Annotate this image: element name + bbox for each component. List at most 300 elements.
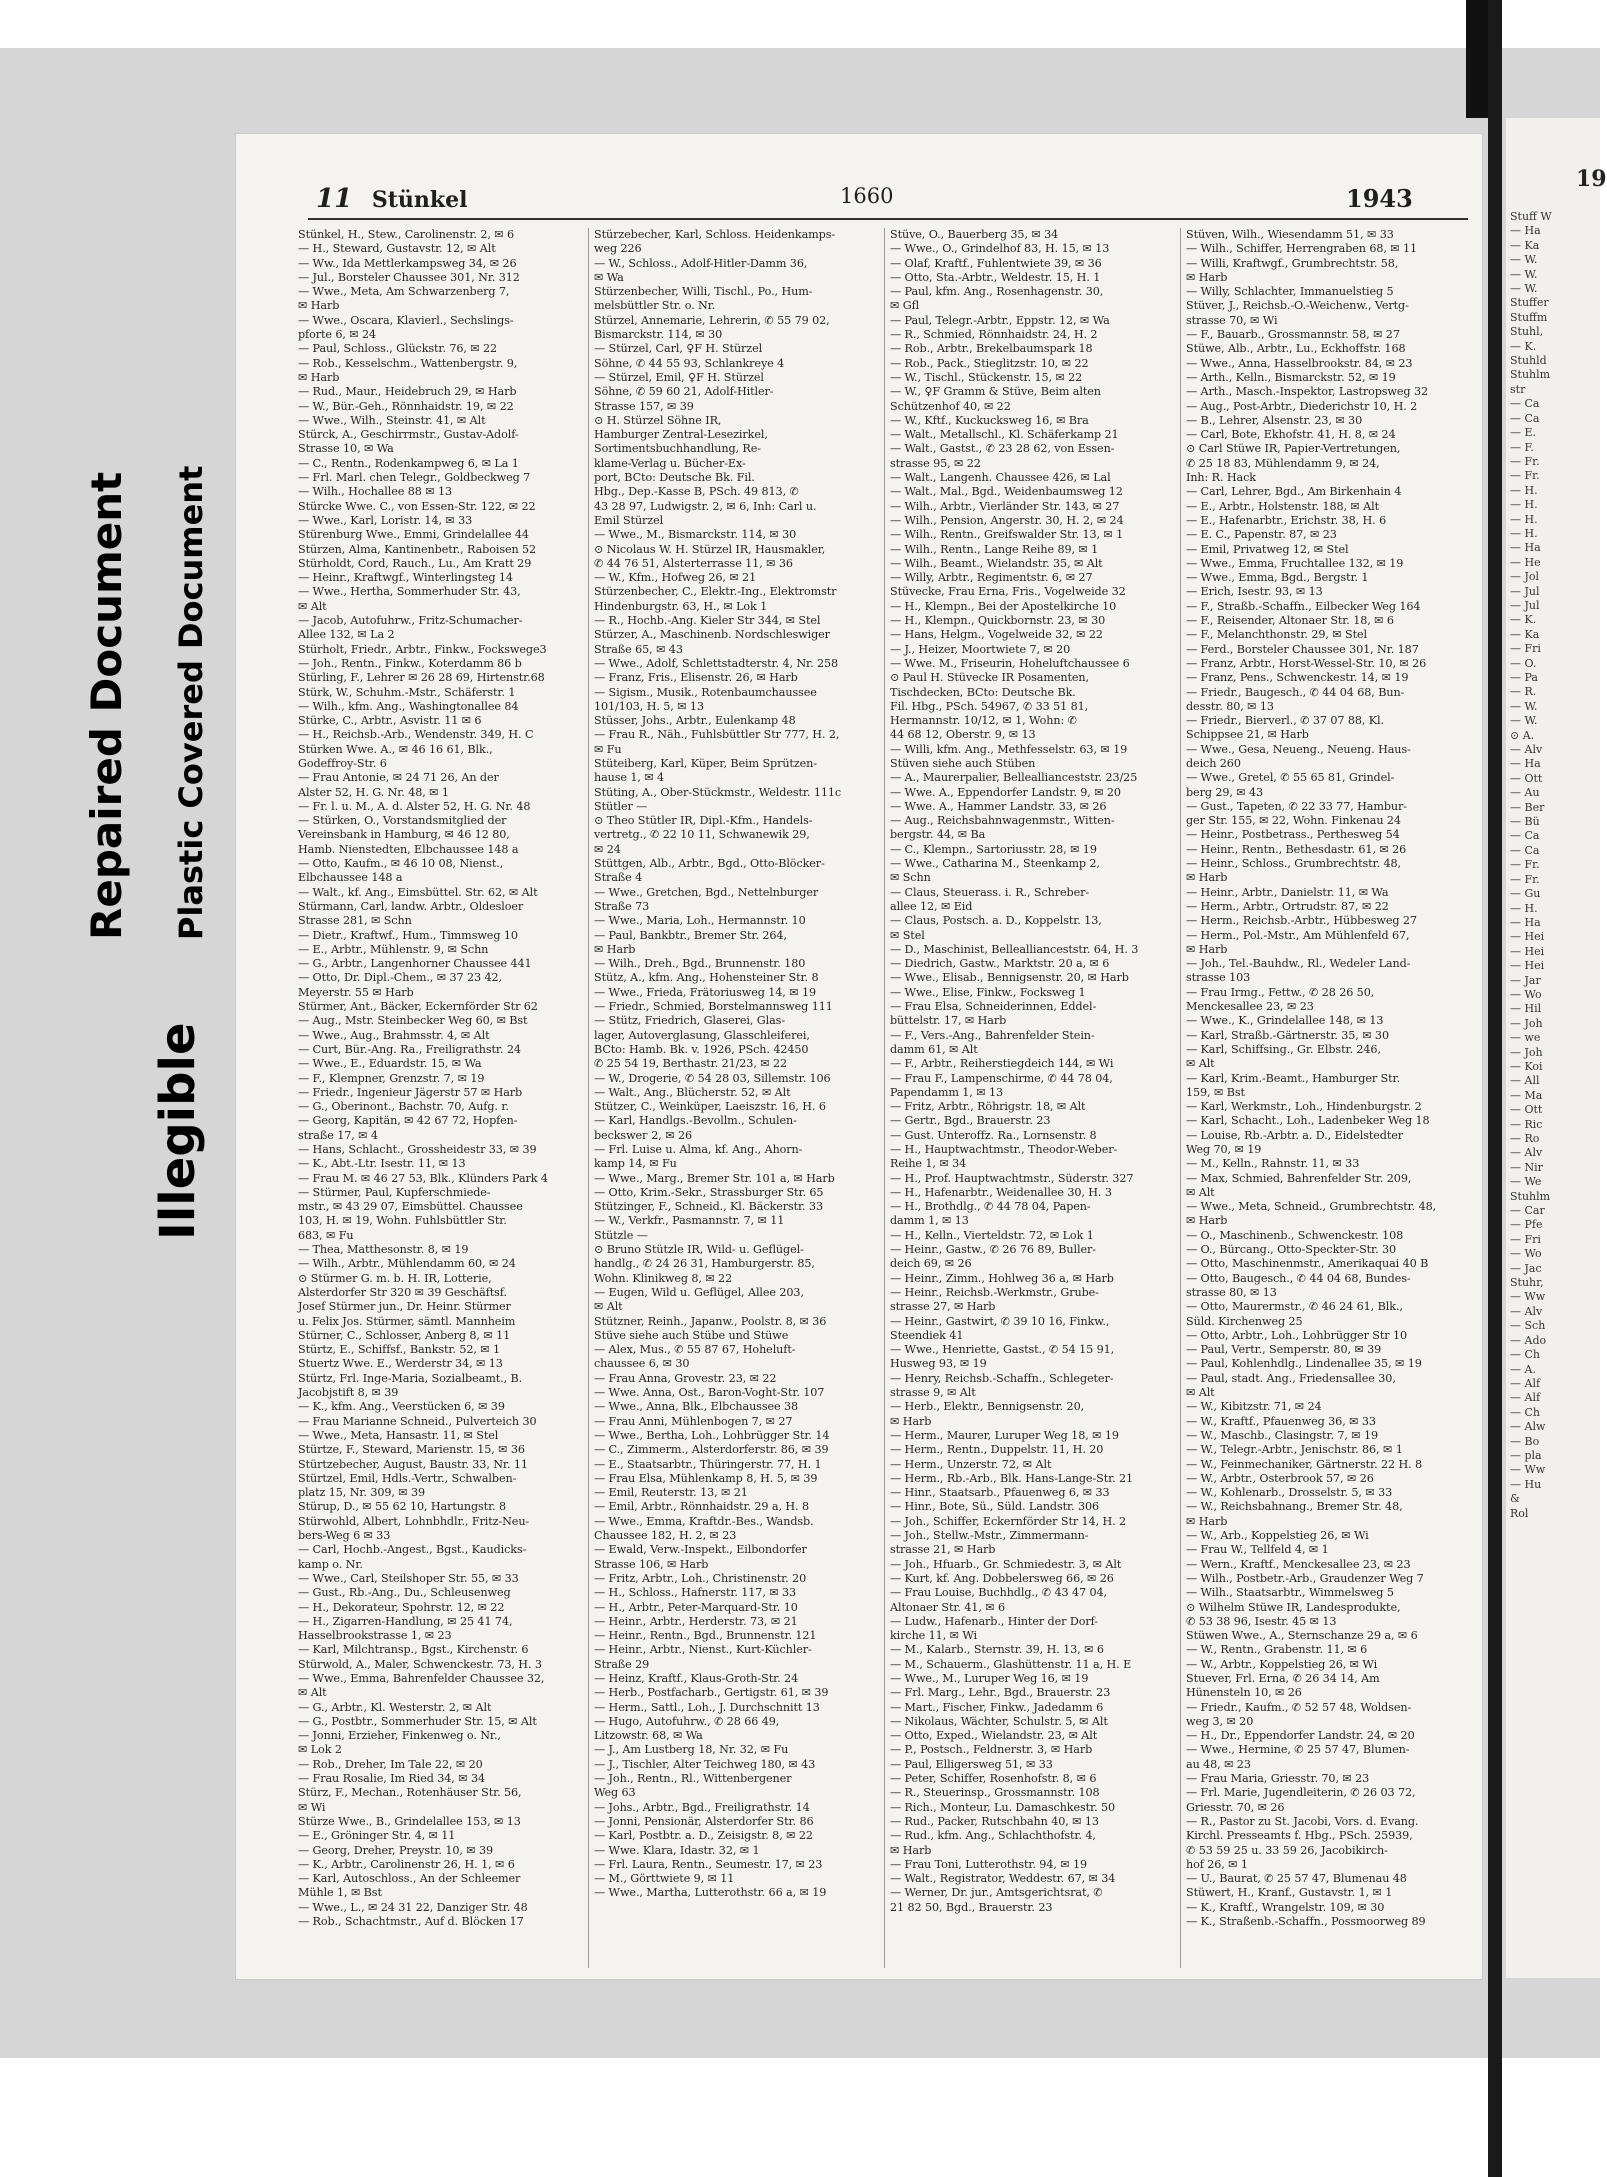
directory-entry: ✉ Harb [1186, 871, 1228, 885]
directory-entry: — W., Drogerie, ✆ 54 28 03, Sillemstr. 106 [594, 1071, 831, 1085]
directory-entry: — Heinr., Arbtr., Nienst., Kurt-Küchler- [594, 1643, 812, 1657]
directory-entry: — Herm., Unzerstr. 72, ✉ Alt [890, 1457, 1052, 1471]
next-page-entry: — He [1510, 555, 1541, 569]
directory-entry: Reihe 1, ✉ 34 [890, 1157, 967, 1171]
directory-entry: — Otto, Dr. Dipl.-Chem., ✉ 37 23 42, [298, 971, 502, 985]
directory-entry: — R., Hochb.-Ang. Kieler Str 344, ✉ Stel [594, 614, 821, 628]
directory-entry: desstr. 80, ✉ 13 [1186, 699, 1274, 713]
directory-entry: ✆ 44 76 51, Alsterterrasse 11, ✉ 36 [594, 556, 793, 570]
next-page-entry: — Jol [1510, 570, 1540, 584]
directory-entry: — M., Kalarb., Sternstr. 39, H. 13, ✉ 6 [890, 1643, 1104, 1657]
directory-entry: — Paul, stadt. Ang., Friedensallee 30, [1186, 1371, 1396, 1385]
directory-entry: — W., Rentn., Grabenstr. 11, ✉ 6 [1186, 1643, 1368, 1657]
next-page-entry: — A. [1510, 1362, 1536, 1376]
directory-entry: — Otto, Baugesch., ✆ 44 04 68, Bundes- [1186, 1271, 1411, 1285]
next-page-entry: — pla [1510, 1448, 1542, 1462]
next-page-entry: str [1510, 382, 1526, 396]
directory-entry: — C., Klempn., Sartoriusstr. 28, ✉ 19 [890, 842, 1097, 856]
directory-entry: — Frau M. ✉ 46 27 53, Blk., Klünders Park 4 [298, 1171, 548, 1185]
directory-entry: Stuever, Frl. Erna, ✆ 26 34 14, Am [1186, 1671, 1380, 1685]
directory-entry: — Stürken, O., Vorstandsmitglied der [298, 814, 507, 828]
directory-entry: — Franz, Fris., Elisenstr. 26, ✉ Harb [594, 671, 798, 685]
directory-entry: — Wwe., O., Grindelhof 83, H. 15, ✉ 13 [890, 242, 1110, 256]
next-page-entry: — Ott [1510, 1103, 1543, 1117]
directory-entry: Husweg 93, ✉ 19 [890, 1357, 987, 1371]
next-page-entry: Stuffer [1510, 296, 1549, 310]
directory-entry: — Franz, Pens., Schwenckestr. 14, ✉ 19 [1186, 671, 1409, 685]
directory-entry: ⊙ Bruno Stützle IR, Wild- u. Geflügel- [594, 1243, 804, 1257]
next-page-entry: — We [1510, 1175, 1542, 1189]
directory-entry: — Max, Schmied, Bahrenfelder Str. 209, [1186, 1171, 1412, 1185]
directory-entry: Weg 63 [594, 1786, 636, 1800]
directory-entry: — Frau Elsa, Schneiderinnen, Eddel- [890, 1000, 1097, 1014]
directory-entry: 21 82 50, Bgd., Brauerstr. 23 [890, 1900, 1053, 1914]
directory-entry: Emil Stürzel [594, 513, 664, 527]
directory-entry: — Georg, Dreher, Preystr. 10, ✉ 39 [298, 1843, 494, 1857]
directory-entry: — Wwe. A., Eppendorfer Landstr. 9, ✉ 20 [890, 785, 1121, 799]
directory-entry: — Henry, Reichsb.-Schaffn., Schlegeter- [890, 1371, 1114, 1385]
directory-entry: — Otto, Krim.-Sekr., Strassburger Str. 65 [594, 1185, 824, 1199]
directory-entry: — Gertr., Bgd., Brauerstr. 23 [890, 1114, 1051, 1128]
directory-entry: Meyerstr. 55 ✉ Harb [298, 985, 414, 999]
column-3 [888, 228, 1181, 1968]
directory-entry: — Walt., Gastst., ✆ 23 28 62, von Essen- [890, 442, 1115, 456]
directory-entry: Stütler — [594, 799, 648, 813]
next-page-entry: — Ott [1510, 771, 1543, 785]
directory-entry: — Paul, Schloss., Glückstr. 76, ✉ 22 [298, 342, 498, 356]
next-page-entry: — Fr. [1510, 454, 1540, 468]
directory-entry: — H., Prof. Hauptwachtmstr., Süderstr. 327 [890, 1171, 1134, 1185]
directory-entry: — Wwe., Gesa, Neueng., Neueng. Haus- [1186, 742, 1411, 756]
directory-entry: — O., Bürcang., Otto-Speckter-Str. 30 [1186, 1243, 1397, 1257]
directory-entry: — Wwe., Meta, Hansastr. 11, ✉ Stel [298, 1428, 499, 1442]
directory-entry: — Wilh., Rentn., Lange Reihe 89, ✉ 1 [890, 542, 1099, 556]
directory-entry: — Paul, Kohlenhdlg., Lindenallee 35, ✉ 19 [1186, 1357, 1422, 1371]
directory-entry: — Heinr., Arbtr., Danielstr. 11, ✉ Wa [1186, 885, 1389, 899]
directory-entry: — Wwe., K., Grindelallee 148, ✉ 13 [1186, 1014, 1384, 1028]
directory-entry: Stuertz Wwe. E., Werderstr 34, ✉ 13 [298, 1357, 503, 1371]
directory-entry: — Karl, Handlgs.-Bevollm., Schulen- [594, 1114, 797, 1128]
directory-entry: — W., Tischl., Stückenstr. 15, ✉ 22 [890, 370, 1083, 384]
directory-entry: Sortimentsbuchhandlung, Re- [594, 442, 761, 456]
directory-entry: Stürke, C., Arbtr., Asvistr. 11 ✉ 6 [298, 714, 482, 728]
directory-entry: — W., Kraftf., Pfauenweg 36, ✉ 33 [1186, 1414, 1376, 1428]
directory-entry: ✉ Harb [890, 1843, 932, 1857]
next-page-entry: — W. [1510, 282, 1538, 296]
directory-entry: Elbchaussee 148 a [298, 871, 403, 885]
directory-entry: — Frau Rosalie, Im Ried 34, ✉ 34 [298, 1772, 485, 1786]
directory-entry: — J., Am Lustberg 18, Nr. 32, ✉ Fu [594, 1743, 789, 1757]
directory-entry: — Wwe., E., Eduardstr. 15, ✉ Wa [298, 1057, 482, 1071]
directory-entry: Hamb. Nienstedten, Elbchaussee 148 a [298, 842, 519, 856]
directory-entry: — Sigism., Musik., Rotenbaumchaussee [594, 685, 817, 699]
directory-entry: — Joh., Tel.-Bauhdw., Rl., Wedeler Land- [1186, 957, 1411, 971]
directory-entry: — W., Schloss., Adolf-Hitler-Damm 36, [594, 256, 808, 270]
directory-entry: — Herb., Elektr., Bennigsenstr. 20, [890, 1400, 1085, 1414]
directory-entry: ✉ Stel [890, 928, 925, 942]
directory-entry: Straße 65, ✉ 43 [594, 642, 683, 656]
directory-entry: Stürner, C., Schlosser, Anberg 8, ✉ 11 [298, 1328, 511, 1342]
directory-entry: — Otto, Sta.-Arbtr., Weldestr. 15, H. 1 [890, 270, 1101, 284]
directory-entry: — Erich, Isestr. 93, ✉ 13 [1186, 585, 1323, 599]
directory-entry: — Herb., Postfacharb., Gertigstr. 61, ✉ 39 [594, 1686, 829, 1700]
directory-entry: Stürmer, Ant., Bäcker, Eckernförder Str 62 [298, 1000, 538, 1014]
directory-entry: ✉ Alt [298, 1686, 327, 1700]
directory-entry: — Wwe., Emma, Bgd., Bergstr. 1 [1186, 571, 1369, 585]
next-page-entry: — Ca [1510, 829, 1540, 843]
directory-entry: Stürwold, A., Maler, Schwenckestr. 73, H. 3 [298, 1657, 542, 1671]
directory-entry: Stürk, W., Schuhm.-Mstr., Schäferstr. 1 [298, 685, 516, 699]
directory-entry: — K., Abt.-Ltr. Isestr. 11, ✉ 13 [298, 1157, 466, 1171]
directory-entry: — Heinr., Gastw., ✆ 26 76 89, Buller- [890, 1243, 1096, 1257]
header-name: Stünkel [371, 187, 468, 213]
directory-entry: — Wwe., Emma, Bahrenfelder Chaussee 32, [298, 1671, 545, 1685]
directory-entry: bers-Weg 6 ✉ 33 [298, 1529, 391, 1543]
directory-entry: — F., Arbtr., Reiherstiegdeich 144, ✉ Wi [890, 1057, 1114, 1071]
directory-entry: — Wwe., Elisab., Bennigsenstr. 20, ✉ Harb [890, 971, 1129, 985]
next-page-entry: — Ww [1510, 1290, 1546, 1304]
directory-entry: — Walt., Registrator, Weddestr. 67, ✉ 34 [890, 1872, 1116, 1886]
directory-entry: Strasse 157, ✉ 39 [594, 399, 694, 413]
directory-entry: strasse 9, ✉ Alt [890, 1386, 976, 1400]
directory-entry: — Joh., Schiffer, Eckernförder Str 14, H. 2 [890, 1514, 1127, 1528]
directory-entry: — Carl, Hochb.-Angest., Bgst., Kaudicks- [298, 1543, 527, 1557]
directory-entry: — Karl, Postbtr. a. D., Zeisigstr. 8, ✉ 22 [594, 1829, 813, 1843]
directory-entry: — Frau Irmg., Fettw., ✆ 28 26 50, [1186, 985, 1375, 999]
directory-entry: 101/103, H. 5, ✉ 13 [594, 699, 704, 713]
directory-entry: — Hugo, Autofuhrw., ✆ 28 66 49, [594, 1714, 780, 1728]
directory-entry: Stüven, Wilh., Wiesendamm 51, ✉ 33 [1186, 228, 1394, 241]
next-page-entry: — Fr. [1510, 469, 1540, 483]
next-page-entry: — Jac [1510, 1261, 1542, 1275]
directory-entry: — Ludw., Hafenarb., Hinter der Dorf- [890, 1614, 1098, 1628]
next-page-entry: — Alf [1510, 1391, 1541, 1405]
directory-entry: — Hinr., Staatsarb., Pfauenweg 6, ✉ 33 [890, 1486, 1110, 1500]
directory-entry: ✉ Alt [298, 599, 327, 613]
next-page-entry: — Hu [1510, 1477, 1542, 1491]
directory-entry: — Heinr., Rentn., Bgd., Brunnenstr. 121 [594, 1629, 817, 1643]
directory-entry: ⊙ Paul H. Stüvecke IR Posamenten, [890, 671, 1089, 685]
next-page-entry: — W. [1510, 699, 1538, 713]
directory-entry: ✉ Wi [298, 1800, 326, 1814]
directory-entry: — Wilh., Rentn., Greifswalder Str. 13, ✉ 1 [890, 528, 1124, 542]
directory-entry: Süld. Kirchenweg 25 [1186, 1314, 1303, 1328]
directory-entry: pforte 6, ✉ 24 [298, 328, 377, 342]
directory-entry: — Willi, Kraftwgf., Grumbrechtstr. 58, [1186, 256, 1399, 270]
directory-entry: — Rud., kfm. Ang., Schlachthofstr. 4, [890, 1829, 1096, 1843]
directory-entry: Hermannstr. 10/12, ✉ 1, Wohn: ✆ [890, 714, 1077, 728]
directory-entry: ✉ Harb [298, 370, 340, 384]
directory-entry: — Curt, Bür.-Ang. Ra., Freiligrathstr. 24 [298, 1042, 521, 1056]
directory-entry: — Otto, Kaufm., ✉ 46 10 08, Nienst., [298, 857, 504, 871]
directory-entry: — Emil, Reuterstr. 13, ✉ 21 [594, 1486, 748, 1500]
directory-entry: Stüsser, Johs., Arbtr., Eulenkamp 48 [594, 714, 796, 728]
directory-entry: ✉ Harb [1186, 1514, 1228, 1528]
directory-entry: — Wwe., Meta, Schneid., Grumbrechtstr. 48, [1186, 1200, 1437, 1214]
next-page-entry: — Bü [1510, 815, 1540, 829]
directory-entry: — Wwe., Karl, Loristr. 14, ✉ 33 [298, 513, 473, 527]
header-rule [308, 218, 1468, 220]
directory-entry: kamp o. Nr. [298, 1557, 363, 1571]
directory-entry: platz 15, Nr. 309, ✉ 39 [298, 1486, 426, 1500]
next-page-entry: — H. [1510, 526, 1538, 540]
directory-entry: — Wwe. M., Friseurin, Hoheluftchaussee 6 [890, 656, 1130, 670]
directory-entry: — P., Postsch., Feldnerstr. 3, ✉ Harb [890, 1743, 1093, 1757]
directory-entry: — U., Baurat, ✆ 25 57 47, Blumenau 48 [1186, 1872, 1407, 1886]
directory-entry: — F., Straßb.-Schaffn., Eilbecker Weg 164 [1186, 599, 1421, 613]
directory-entry: — Jacob, Autofuhrw., Fritz-Schumacher- [298, 614, 523, 628]
directory-entry: — Wwe., Martha, Lutterothstr. 66 a, ✉ 19 [594, 1886, 827, 1900]
directory-entry: — Rob., Schachtmstr., Auf d. Blöcken 17 [298, 1915, 524, 1929]
directory-entry: — Frau R., Näh., Fuhlsbüttler Str 777, H. 2, [594, 728, 840, 742]
directory-entry: — Aug., Post-Arbtr., Diederichstr 10, H. 2 [1186, 399, 1418, 413]
directory-entry: Stürtz, Frl. Inge-Maria, Sozialbeamt., B. [298, 1371, 523, 1385]
directory-entry: — Eugen, Wild u. Geflügel, Allee 203, [594, 1285, 804, 1299]
directory-entry: Stürken Wwe. A., ✉ 46 16 61, Blk., [298, 742, 493, 756]
directory-entry: — F., Melanchthonstr. 29, ✉ Stel [1186, 628, 1367, 642]
directory-entry: — Otto, Maurermstr., ✆ 46 24 61, Blk., [1186, 1300, 1403, 1314]
next-page-entry: — Ro [1510, 1132, 1540, 1145]
directory-entry: — Wwe., M., Luruper Weg 16, ✉ 19 [890, 1671, 1089, 1685]
directory-entry: damm 61, ✉ Alt [890, 1042, 978, 1056]
directory-entry: — Gust. Unteroffz. Ra., Lornsenstr. 8 [890, 1128, 1097, 1142]
directory-entry: — Emil, Privatweg 12, ✉ Stel [1186, 542, 1349, 556]
directory-entry: — Heinr., Kraftwgf., Winterlingsteg 14 [298, 571, 513, 585]
directory-entry: — Friedr., Kaufm., ✆ 52 57 48, Woldsen- [1186, 1700, 1412, 1714]
directory-entry: — Stütz, Friedrich, Glaserei, Glas- [594, 1014, 786, 1028]
next-page-entry: — Au [1510, 786, 1540, 800]
directory-entry: — Wilh., Hochallee 88 ✉ 13 [298, 485, 453, 499]
directory-entry: Stürzer, A., Maschinenb. Nordschleswiger [594, 628, 830, 642]
directory-entry: — E., Arbtr., Mühlenstr. 9, ✉ Schn [298, 942, 489, 956]
directory-entry: — H., Schloss., Hafnerstr. 117, ✉ 33 [594, 1586, 797, 1600]
directory-entry: Vereinsbank in Hamburg, ✉ 46 12 80, [298, 828, 510, 842]
next-page-entry: — W. [1510, 714, 1538, 728]
next-page-entry: — R. [1510, 685, 1537, 699]
directory-entry: — Karl, Werkmstr., Loh., Hindenburgstr. 2 [1186, 1100, 1422, 1114]
directory-entry: büttelstr. 17, ✉ Harb [890, 1014, 1007, 1028]
next-page-entry: — Ww [1510, 1463, 1546, 1477]
next-page-entry: Stuff W [1510, 210, 1552, 223]
directory-entry: Stüve, O., Bauerberg 35, ✉ 34 [890, 228, 1059, 241]
directory-entry: — Frau Anni, Mühlenbogen 7, ✉ 27 [594, 1414, 793, 1428]
directory-entry: — Paul, Bankbtr., Bremer Str. 264, [594, 928, 787, 942]
next-page-entry: — Bo [1510, 1434, 1540, 1448]
directory-entry: — A., Maurerpalier, Belleallianceststr. 23/25 [890, 771, 1138, 785]
next-page-entry: — Ber [1510, 800, 1545, 814]
next-page-entry: — Gu [1510, 887, 1541, 901]
directory-entry: — Frl. Laura, Rentn., Seumestr. 17, ✉ 23 [594, 1857, 823, 1871]
directory-entry: — Wwe., Adolf, Schlettstadterstr. 4, Nr. 258 [594, 656, 839, 670]
directory-entry: — Wwe., Henriette, Gastst., ✆ 54 15 91, [890, 1343, 1115, 1357]
directory-entry: — Wwe., Carl, Steilshoper Str. 55, ✉ 33 [298, 1571, 519, 1585]
next-page-entry: — Car [1510, 1204, 1545, 1218]
directory-entry: — Wwe., Meta, Am Schwarzenberg 7, [298, 285, 510, 299]
next-page-entry: — H. [1510, 901, 1538, 915]
directory-entry: — Ferd., Borsteler Chaussee 301, Nr. 187 [1186, 642, 1419, 656]
directory-entry: 683, ✉ Fu [298, 1228, 354, 1242]
next-page-entry: — Alv [1510, 1146, 1543, 1160]
directory-entry: — Heinr., Postbetrass., Perthesweg 54 [1186, 828, 1400, 842]
directory-entry: Stützner, Reinh., Japanw., Poolstr. 8, ✉ 36 [594, 1314, 827, 1328]
directory-entry: — K., kfm. Ang., Veerstücken 6, ✉ 39 [298, 1400, 505, 1414]
directory-entry: ✉ Alt [594, 1300, 623, 1314]
directory-entry: — Heinr., Arbtr., Herderstr. 73, ✉ 21 [594, 1614, 798, 1628]
directory-entry: — B., Lehrer, Alsenstr. 23, ✉ 30 [1186, 413, 1363, 427]
directory-entry: Inh: R. Hack [1186, 471, 1256, 485]
next-page-entry: — Ric [1510, 1117, 1543, 1131]
directory-entry: damm 1, ✉ 13 [890, 1214, 969, 1228]
directory-entry: — H., Dekorateur, Spohrstr. 12, ✉ 22 [298, 1600, 505, 1614]
directory-entry: handlg., ✆ 24 26 31, Hamburgerstr. 85, [594, 1257, 815, 1271]
directory-entry: — Fritz, Arbtr., Röhrigstr. 18, ✉ Alt [890, 1100, 1086, 1114]
next-page-entry: — Koi [1510, 1059, 1543, 1073]
directory-entry: — H., Klempn., Bei der Apostelkirche 10 [890, 599, 1117, 613]
directory-entry: — Dietr., Kraftwf., Hum., Timmsweg 10 [298, 928, 518, 942]
directory-entry: — F., Reisender, Altonaer Str. 18, ✉ 6 [1186, 614, 1394, 628]
directory-entry: — Heinr., Schloss., Grumbrechtstr. 48, [1186, 857, 1401, 871]
directory-entry: ✉ Wa [594, 270, 624, 284]
directory-entry: Stüvecke, Frau Erna, Fris., Vogelweide 32 [890, 585, 1126, 599]
directory-entry: strasse 70, ✉ Wi [1186, 313, 1278, 327]
next-page-entry: — Pfe [1510, 1218, 1543, 1232]
next-page-entry: — Alv [1510, 1304, 1543, 1318]
directory-entry: — R., Steuerinsp., Grossmannstr. 108 [890, 1786, 1100, 1800]
next-page-entry: — Hei [1510, 959, 1545, 973]
directory-entry: — Franz, Arbtr., Horst-Wessel-Str. 10, ✉ 26 [1186, 656, 1427, 670]
directory-entry: — Joh., Hfuarb., Gr. Schmiedestr. 3, ✉ Alt [890, 1557, 1122, 1571]
next-page-entry: — Ma [1510, 1088, 1543, 1102]
directory-entry: — H., Klempn., Quickbornstr. 23, ✉ 30 [890, 614, 1106, 628]
directory-entry: Stürzebecher, Karl, Schloss. Heidenkamps- [594, 228, 836, 241]
directory-entry: — Frau Maria, Griesstr. 70, ✉ 23 [1186, 1772, 1370, 1786]
directory-entry: Litzowstr. 68, ✉ Wa [594, 1729, 703, 1743]
directory-entry: — Frl. Marl. chen Telegr., Goldbeckweg 7 [298, 471, 531, 485]
directory-entry: bergstr. 44, ✉ Ba [890, 828, 986, 842]
directory-entry: Stützer, C., Weinküper, Laeiszstr. 16, H. 6 [594, 1100, 826, 1114]
directory-entry: — Paul, Telegr.-Arbtr., Eppstr. 12, ✉ Wa [890, 313, 1110, 327]
directory-entry: ⊙ Theo Stütler IR, Dipl.-Kfm., Handels- [594, 814, 813, 828]
next-page-entry: — Ka [1510, 238, 1540, 252]
directory-entry: 43 28 97, Ludwigstr. 2, ✉ 6, Inh: Carl u. [594, 499, 817, 513]
next-page-header: 19 [1576, 166, 1607, 192]
directory-entry: Straße 29 [594, 1657, 650, 1671]
directory-entry: — Herm., Pol.-Mstr., Am Mühlenfeld 67, [1186, 928, 1410, 942]
next-page-entry: — Fr. [1510, 858, 1540, 872]
directory-entry: Stünkel, H., Stew., Carolinenstr. 2, ✉ 6 [298, 228, 515, 241]
directory-entry: Alsterdorfer Str 320 ✉ 39 Geschäftsf. [298, 1285, 507, 1299]
directory-entry: — F., Bauarb., Grossmannstr. 58, ✉ 27 [1186, 328, 1400, 342]
directory-entry: — Willi, kfm. Ang., Methfesselstr. 63, ✉ 19 [890, 742, 1128, 756]
directory-entry: — Rob., Pack., Stieglitzstr. 10, ✉ 22 [890, 356, 1089, 370]
directory-entry: — Heinr., Gastwirt, ✆ 39 10 16, Finkw., [890, 1314, 1110, 1328]
directory-entry: Hünensteln 10, ✉ 26 [1186, 1686, 1302, 1700]
directory-entry: Stürtz, E., Schiffsf., Bankstr. 52, ✉ 1 [298, 1343, 501, 1357]
directory-entry: Tischdecken, BCto: Deutsche Bk. [890, 685, 1076, 699]
next-page-entry: — Ca [1510, 843, 1540, 857]
directory-entry: — Stürzel, Emil, ♀F H. Stürzel [594, 370, 764, 384]
directory-entry: Stützinger, F., Schneid., Kl. Bäckerstr. 33 [594, 1200, 823, 1214]
directory-entry: — M., Kelln., Rahnstr. 11, ✉ 33 [1186, 1157, 1360, 1171]
directory-entry: — E., Hafenarbtr., Erichstr. 38, H. 6 [1186, 513, 1387, 527]
page-number: 1660 [840, 184, 894, 208]
directory-entry: — J., Tischler, Alter Teichweg 180, ✉ 43 [594, 1757, 816, 1771]
directory-entry: — Wwe., Maria, Loh., Hermannstr. 10 [594, 914, 806, 928]
next-page-entry: — Hil [1510, 1002, 1542, 1016]
directory-entry: Fil. Hbg., PSch. 54967, ✆ 33 51 81, [890, 699, 1089, 713]
directory-entry: — Diedrich, Gastw., Marktstr. 20 a, ✉ 6 [890, 957, 1110, 971]
directory-entry: Godeffroy-Str. 6 [298, 756, 387, 770]
directory-entry: — Wwe., Anna, Blk., Elbchaussee 38 [594, 1400, 798, 1414]
directory-entry: — Aug., Mstr. Steinbecker Weg 60, ✉ Bst [298, 1014, 528, 1028]
next-page-entry: Stuhl, [1510, 325, 1544, 339]
directory-entry: Stüwe, Alb., Arbtr., Lu., Eckhoffstr. 168 [1186, 342, 1406, 356]
directory-entry: allee 12, ✉ Eid [890, 899, 973, 913]
directory-entry: — Heinr., Zimm., Hohlweg 36 a, ✉ Harb [890, 1271, 1114, 1285]
directory-entry: deich 260 [1186, 756, 1241, 770]
directory-entry: — Wwe., Hertha, Sommerhuder Str. 43, [298, 585, 521, 599]
directory-entry: — Paul, Elligersweg 51, ✉ 33 [890, 1757, 1053, 1771]
directory-entry: chaussee 6, ✉ 30 [594, 1357, 690, 1371]
next-page-entry: — Ha [1510, 915, 1541, 929]
directory-entry: — Georg, Kapitän, ✉ 42 67 72, Hopfen- [298, 1114, 518, 1128]
top-margin [0, 0, 1600, 48]
directory-entry: berg 29, ✉ 43 [1186, 785, 1264, 799]
directory-entry: — Herm., Maurer, Luruper Weg 18, ✉ 19 [890, 1428, 1119, 1442]
directory-entry: — Frau Louise, Buchhdlg., ✆ 43 47 04, [890, 1586, 1107, 1600]
directory-entry: — Wwe., L., ✉ 24 31 22, Danziger Str. 48 [298, 1900, 528, 1914]
directory-entry: ger Str. 155, ✉ 22, Wohn. Finkenau 24 [1186, 814, 1401, 828]
directory-entry: — Otto, Exped., Wielandstr. 23, ✉ Alt [890, 1729, 1098, 1743]
directory-entry: — Ww., Ida Mettlerkampsweg 34, ✉ 26 [298, 256, 517, 270]
directory-entry: — Heinr., Reichsb.-Werkmstr., Grube- [890, 1285, 1099, 1299]
directory-entry: — Willy, Arbtr., Regimentstr. 6, ✉ 27 [890, 571, 1093, 585]
directory-entry: — Wilh., Postbetr.-Arb., Graudenzer Weg 7 [1186, 1571, 1424, 1585]
directory-entry: — Frau Anna, Grovestr. 23, ✉ 22 [594, 1371, 777, 1385]
directory-entry: — Friedr., Schmied, Borstelmannsweg 111 [594, 1000, 833, 1014]
directory-entry: — W., Arbtr., Koppelstieg 26, ✉ Wi [1186, 1657, 1378, 1671]
directory-entry: Altonaer Str. 41, ✉ 6 [890, 1600, 1005, 1614]
directory-entry: Stürtzel, Emil, Hdls.-Vertr., Schwalben- [298, 1471, 517, 1485]
directory-entry: — C., Zimmerm., Alsterdorferstr. 86, ✉ 39 [594, 1443, 829, 1457]
directory-entry: — Jonni, Pensionär, Alsterdorfer Str. 86 [594, 1814, 814, 1828]
directory-entry: — Karl, Schacht., Loh., Ladenbeker Weg 18 [1186, 1114, 1430, 1128]
directory-entry: ✉ Lok 2 [298, 1743, 342, 1757]
directory-entry: ✉ Schn [890, 871, 931, 885]
directory-entry: Stüwert, H., Kranf., Gustavstr. 1, ✉ 1 [1186, 1886, 1393, 1900]
directory-entry: Chaussee 182, H. 2, ✉ 23 [594, 1529, 737, 1543]
directory-entry: lager, Autoverglasung, Glasschleiferei, [594, 1028, 810, 1042]
directory-entry: strasse 95, ✉ 22 [890, 456, 981, 470]
directory-entry: — Walt., Metallschl., Kl. Schäferkamp 21 [890, 428, 1119, 442]
next-page-entry: & [1510, 1492, 1520, 1506]
directory-entry: ✉ Gfl [890, 299, 920, 313]
directory-entry: — Wilh., Arbtr., Vierländer Str. 143, ✉ 27 [890, 499, 1120, 513]
directory-entry: ⊙ Wilhelm Stüwe IR, Landesprodukte, [1186, 1600, 1401, 1614]
directory-entry: — Wwe., Marg., Bremer Str. 101 a, ✉ Harb [594, 1171, 835, 1185]
directory-entry: — O., Maschinenb., Schwenckestr. 108 [1186, 1228, 1404, 1242]
directory-entry: Stürwohld, Albert, Lohnbhdlr., Fritz-Neu- [298, 1514, 530, 1528]
next-page-entry: — Hei [1510, 944, 1545, 958]
directory-columns [296, 228, 1476, 1968]
directory-entry: — Frl. Luise u. Alma, kf. Ang., Ahorn- [594, 1143, 803, 1156]
binding-edge [1488, 0, 1502, 2177]
directory-entry: — Wwe., Hermine, ✆ 25 57 47, Blumen- [1186, 1743, 1410, 1757]
plastic-covered-label: Plastic Covered Document [172, 465, 210, 940]
directory-entry: — Emil, Arbtr., Rönnhaidstr. 29 a, H. 8 [594, 1500, 809, 1514]
directory-entry: — Frau Elsa, Mühlenkamp 8, H. 5, ✉ 39 [594, 1471, 818, 1485]
directory-entry: ✆ 25 54 19, Berthastr. 21/23, ✉ 22 [594, 1057, 788, 1071]
